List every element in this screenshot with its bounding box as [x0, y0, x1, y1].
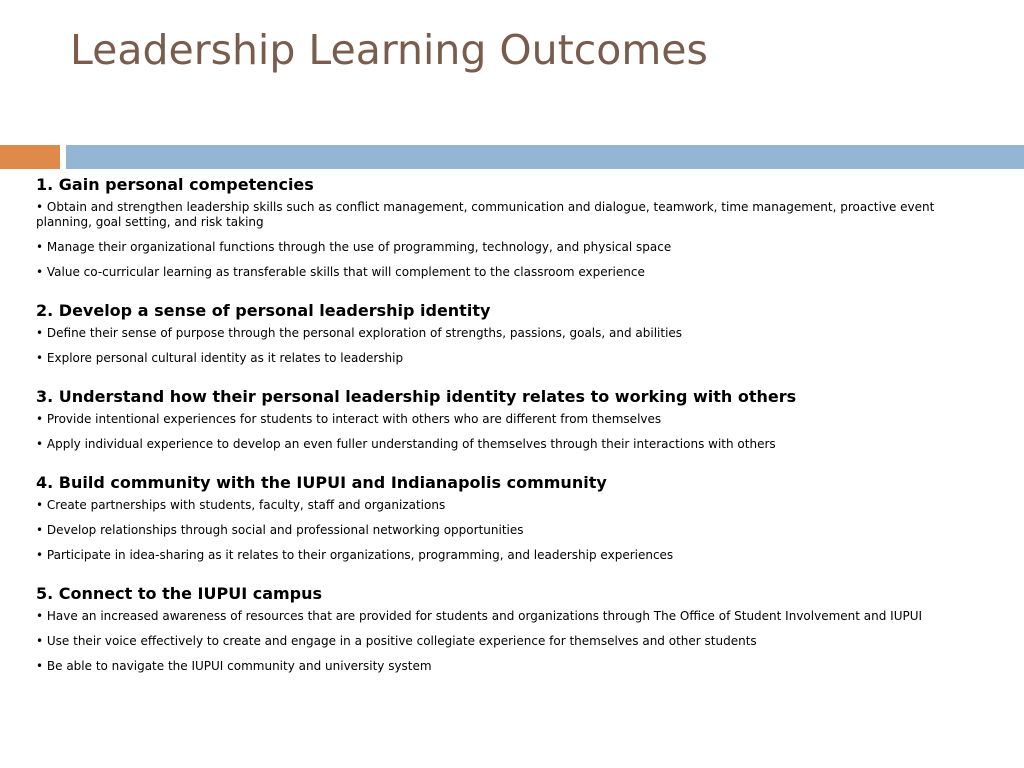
outcome-bullet: • Have an increased awareness of resources that are provided for students and organizations through The Office of Student Involvement and IUPUI	[36, 609, 923, 623]
outcome-bullet: • Apply individual experience to develop an even fuller understanding of themselves through their interactions with others	[36, 437, 776, 451]
outcome-section-1	[36, 174, 936, 280]
slide-title: Leadership Learning Outcomes	[70, 26, 708, 74]
outcome-bullet: • Obtain and strengthen leadership skills such as conflict management, communication and dialogue, teamwork, time management, proactive event planning, goal setting, and risk taking	[36, 200, 935, 229]
outcome-bullet: • Value co-curricular learning as transferable skills that will complement to the classroom experience	[36, 265, 645, 279]
outcome-heading: 2. Develop a sense of personal leadership identity	[36, 301, 491, 320]
outcome-section-4	[36, 472, 936, 563]
outcome-heading: 1. Gain personal competencies	[36, 175, 314, 194]
accent-bar-blue	[66, 145, 1024, 169]
outcome-bullet: • Explore personal cultural identity as it relates to leadership	[36, 351, 404, 365]
outcome-bullet: • Participate in idea-sharing as it relates to their organizations, programming, and leadership experiences	[36, 548, 674, 562]
outcomes-list	[36, 174, 936, 674]
outcome-section-2	[36, 300, 936, 366]
outcome-section-5	[36, 583, 936, 674]
outcome-section-3	[36, 386, 936, 452]
outcome-bullet: • Define their sense of purpose through the personal exploration of strengths, passions, goals, and abilities	[36, 326, 683, 340]
outcome-bullet: • Develop relationships through social and professional networking opportunities	[36, 523, 524, 537]
outcome-bullet: • Create partnerships with students, faculty, staff and organizations	[36, 498, 446, 512]
accent-bar-orange	[0, 145, 60, 169]
outcome-heading: 3. Understand how their personal leadership identity relates to working with others	[36, 387, 797, 406]
outcome-heading: 5. Connect to the IUPUI campus	[36, 584, 323, 603]
outcome-bullet: • Be able to navigate the IUPUI community and university system	[36, 659, 432, 673]
outcome-bullet: • Provide intentional experiences for students to interact with others who are different from themselves	[36, 412, 662, 426]
outcome-heading: 4. Build community with the IUPUI and Indianapolis community	[36, 473, 607, 492]
outcome-bullet: • Use their voice effectively to create and engage in a positive collegiate experience for themselves and other students	[36, 634, 757, 648]
outcome-bullet: • Manage their organizational functions through the use of programming, technology, and physical space	[36, 240, 672, 254]
